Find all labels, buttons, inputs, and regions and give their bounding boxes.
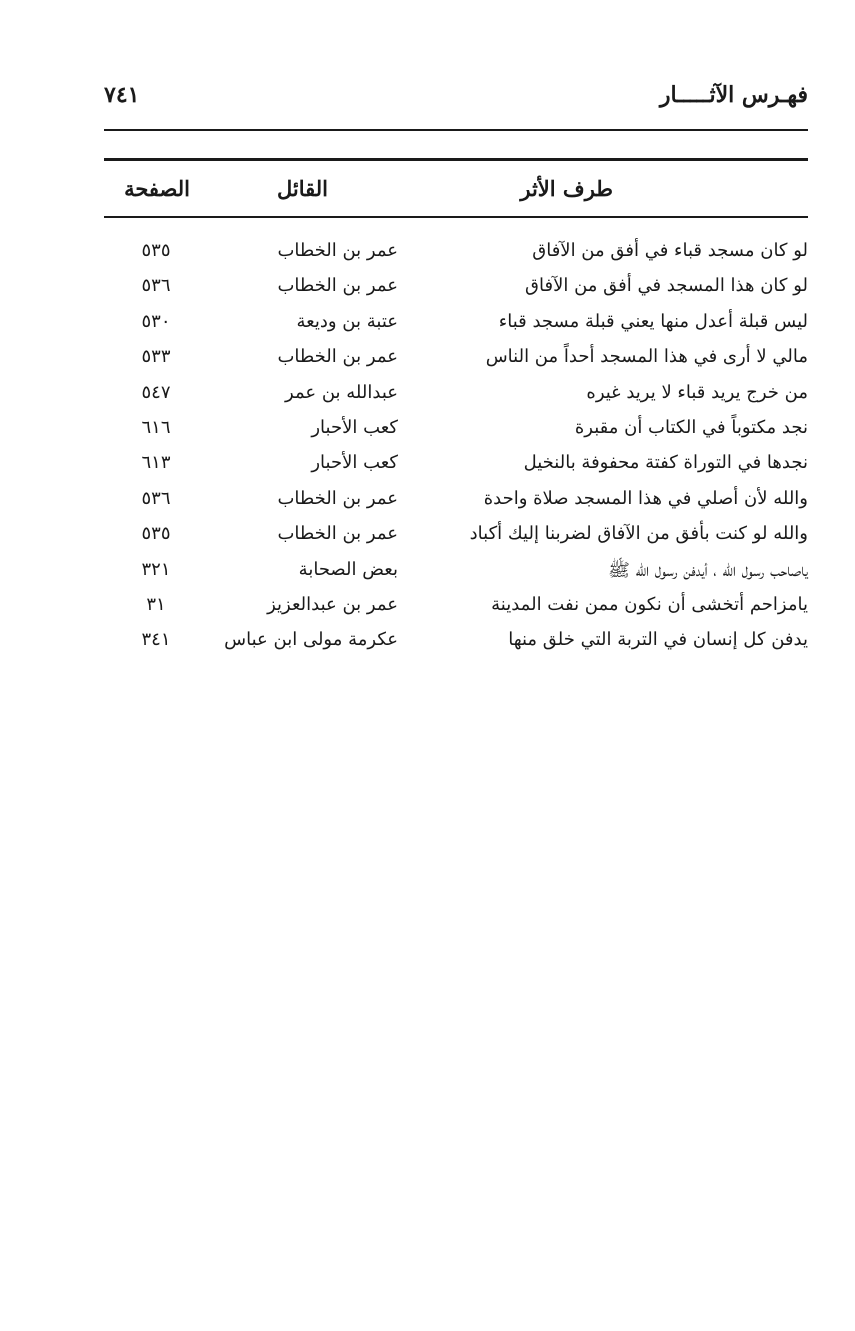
narrator: عمر بن الخطاب bbox=[277, 487, 398, 509]
narrator: كعب الأحبار bbox=[311, 416, 398, 438]
column-header-qail: القائل bbox=[276, 176, 328, 201]
athar-text: نجدها في التوراة كفتة محفوفة بالنخيل bbox=[523, 452, 808, 474]
page-ref: ٥٤٧ bbox=[141, 381, 171, 403]
column-header-page: الصفحة bbox=[124, 176, 190, 201]
column-header-athar: طرف الأثر bbox=[520, 176, 613, 201]
page-ref: ٥٣٥ bbox=[141, 523, 171, 545]
page-ref: ٣٢١ bbox=[141, 558, 171, 580]
table-body bbox=[104, 236, 808, 661]
athar-text: لو كان هذا المسجد في أفق من الآفاق bbox=[525, 275, 808, 297]
athar-text: يدفن كل إنسان في التربة التي خلق منها bbox=[508, 629, 808, 651]
running-title: فهـرس الآثـــــار bbox=[659, 82, 808, 108]
narrator: بعض الصحابة bbox=[298, 558, 398, 580]
athar-text: مالي لا أرى في هذا المسجد أحداً من الناس bbox=[485, 346, 808, 368]
athar-text: والله لو كنت بأفق من الآفاق لضربنا إليك أكباد bbox=[469, 523, 808, 545]
athar-index-table bbox=[104, 161, 808, 651]
table-header-row bbox=[104, 161, 808, 216]
narrator: عبدالله بن عمر bbox=[285, 381, 398, 403]
table-row bbox=[104, 519, 808, 554]
table-row bbox=[104, 413, 808, 448]
narrator: عمر بن الخطاب bbox=[277, 275, 398, 297]
table-row bbox=[104, 271, 808, 306]
table-row bbox=[104, 378, 808, 413]
narrator: عكرمة مولى ابن عباس bbox=[224, 629, 398, 651]
page-header bbox=[104, 78, 808, 118]
page-ref: ٦١٣ bbox=[141, 452, 171, 474]
header-divider bbox=[104, 129, 808, 131]
table-row bbox=[104, 590, 808, 625]
athar-text: لو كان مسجد قباء في أفق من الآفاق bbox=[532, 240, 808, 261]
table-header-rule bbox=[104, 216, 808, 218]
page-ref: ٥٣٦ bbox=[141, 275, 171, 297]
table-row bbox=[104, 307, 808, 342]
narrator: عمر بن الخطاب bbox=[277, 523, 398, 545]
athar-text: يامزاحم أتخشى أن نكون ممن نفت المدينة bbox=[491, 593, 808, 615]
page-ref: ٥٣٥ bbox=[141, 240, 171, 261]
athar-text: نجد مكتوباً في الكتاب أن مقبرة bbox=[574, 416, 808, 438]
page-ref: ٥٣٠ bbox=[141, 310, 171, 332]
table-row bbox=[104, 236, 808, 271]
table-row bbox=[104, 625, 808, 660]
page-ref: ٣١ bbox=[146, 593, 166, 615]
page-ref: ٣٤١ bbox=[141, 629, 171, 651]
narrator: عمر بن الخطاب bbox=[277, 240, 398, 261]
athar-text: من خرج يريد قباء لا يريد غيره bbox=[586, 381, 808, 403]
table-row bbox=[104, 342, 808, 377]
athar-text: ليس قبلة أعدل منها يعني قبلة مسجد قباء bbox=[498, 310, 808, 332]
table-row bbox=[104, 555, 808, 590]
page-ref: ٦١٦ bbox=[141, 416, 171, 438]
narrator: عتبة بن وديعة bbox=[296, 310, 398, 332]
narrator: عمر بن عبدالعزيز bbox=[267, 593, 398, 615]
table-row bbox=[104, 484, 808, 519]
athar-text: والله لأن أصلي في هذا المسجد صلاة واحدة bbox=[483, 487, 808, 509]
table-row bbox=[104, 448, 808, 483]
page-ref: ٥٣٦ bbox=[141, 487, 171, 509]
page-ref: ٥٣٣ bbox=[141, 346, 171, 368]
page-number: ٧٤١ bbox=[104, 82, 140, 108]
narrator: كعب الأحبار bbox=[311, 452, 398, 474]
narrator: عمر بن الخطاب bbox=[277, 346, 398, 368]
athar-text: ياصاحب رسول الله ، أيدفن رسول الله ﷺ bbox=[608, 559, 808, 581]
